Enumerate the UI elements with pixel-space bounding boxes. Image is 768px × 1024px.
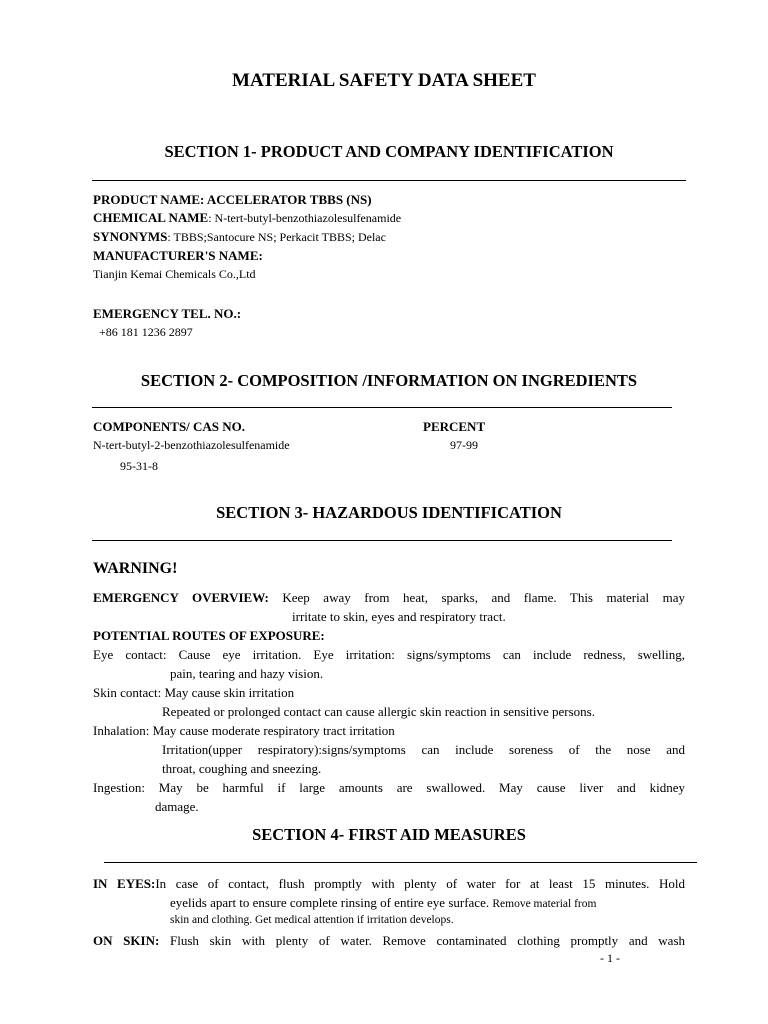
section-1-divider [92, 180, 686, 181]
synonyms-line [93, 229, 386, 245]
component-cas: 95-31-8 [120, 459, 158, 473]
percent-column-header: PERCENT [423, 419, 486, 434]
emergency-overview-line [93, 590, 685, 606]
in-eyes-text-cont-b: Remove material from [492, 898, 597, 910]
ingestion-text-cont: damage. [155, 799, 199, 814]
emergency-overview-label: EMERGENCY OVERVIEW: [93, 590, 269, 605]
chemical-name-value: : N-tert-butyl-benzothiazolesulfenamide [208, 211, 402, 225]
on-skin-label: ON SKIN: [93, 933, 160, 948]
emergency-overview-text: Keep away from heat, sparks, and flame. This material may [282, 590, 686, 605]
section-3-heading: SECTION 3- HAZARDOUS IDENTIFICATION [216, 503, 562, 522]
manufacturer-label: MANUFACTURER'S NAME: [93, 248, 263, 263]
on-skin-text: Flush skin with plenty of water. Remove contaminated clothing promptly and wash [170, 933, 686, 948]
emergency-tel-value: +86 181 1236 2897 [99, 325, 193, 339]
on-skin-line [93, 933, 685, 949]
warning-label: WARNING! [93, 560, 178, 577]
section-4-divider [104, 862, 697, 863]
in-eyes-text-cont-2: skin and clothing. Get medical attention if irritation develops. [170, 914, 454, 926]
manufacturer-value: Tianjin Kemai Chemicals Co.,Ltd [93, 267, 256, 281]
component-percent: 97-99 [450, 438, 478, 452]
eye-contact-text-cont: pain, tearing and hazy vision. [170, 666, 324, 681]
synonyms-value: : TBBS;Santocure NS; Perkacit TBBS; Delac [167, 230, 386, 244]
inhalation-text: Inhalation: May cause moderate respiratory tract irritation [93, 723, 395, 738]
emergency-overview-text-cont: irritate to skin, eyes and respiratory tract. [292, 609, 506, 624]
document-title: MATERIAL SAFETY DATA SHEET [232, 70, 536, 91]
in-eyes-label: IN EYES: [93, 876, 156, 891]
chemical-name-label: CHEMICAL NAME [93, 210, 209, 225]
in-eyes-text-cont-a: eyelids apart to ensure complete rinsing of entire eye surface. [170, 895, 490, 910]
section-3-divider [92, 540, 672, 541]
skin-contact-text-cont: Repeated or prolonged contact can cause allergic skin reaction in sensitive persons. [162, 704, 595, 719]
routes-of-exposure-label: POTENTIAL ROUTES OF EXPOSURE: [93, 628, 325, 643]
inhalation-text-cont: Irritation(upper respiratory):signs/symptoms can include soreness of the nose and [162, 742, 685, 757]
section-2-divider [92, 407, 672, 408]
chemical-name-line [93, 210, 401, 226]
component-name: N-tert-butyl-2-benzothiazolesulfenamide [93, 438, 290, 452]
section-2-heading: SECTION 2- COMPOSITION /INFORMATION ON INGREDIENTS [140, 371, 638, 390]
section-4-heading: SECTION 4- FIRST AID MEASURES [252, 825, 526, 844]
synonyms-label: SYNONYMS [93, 229, 168, 244]
skin-contact-text: Skin contact: May cause skin irritation [93, 685, 295, 700]
eye-contact-text: Eye contact: Cause eye irritation. Eye irritation: signs/symptoms can include redness, swelling, [93, 647, 685, 662]
in-eyes-text-cont [170, 895, 596, 911]
emergency-tel-label: EMERGENCY TEL. NO.: [93, 306, 242, 321]
in-eyes-line [93, 876, 685, 892]
page-number: - 1 - [600, 951, 620, 965]
components-column-header: COMPONENTS/ CAS NO. [93, 419, 246, 434]
product-name: PRODUCT NAME: ACCELERATOR TBBS (NS) [93, 192, 372, 207]
inhalation-text-cont-2: throat, coughing and sneezing. [162, 761, 322, 776]
ingestion-text: Ingestion: May be harmful if large amounts are swallowed. May cause liver and kidney [93, 780, 685, 795]
section-1-heading: SECTION 1- PRODUCT AND COMPANY IDENTIFICATION [164, 142, 614, 161]
in-eyes-text: In case of contact, flush promptly with plenty of water for at least 15 minutes. Hold [155, 876, 685, 891]
